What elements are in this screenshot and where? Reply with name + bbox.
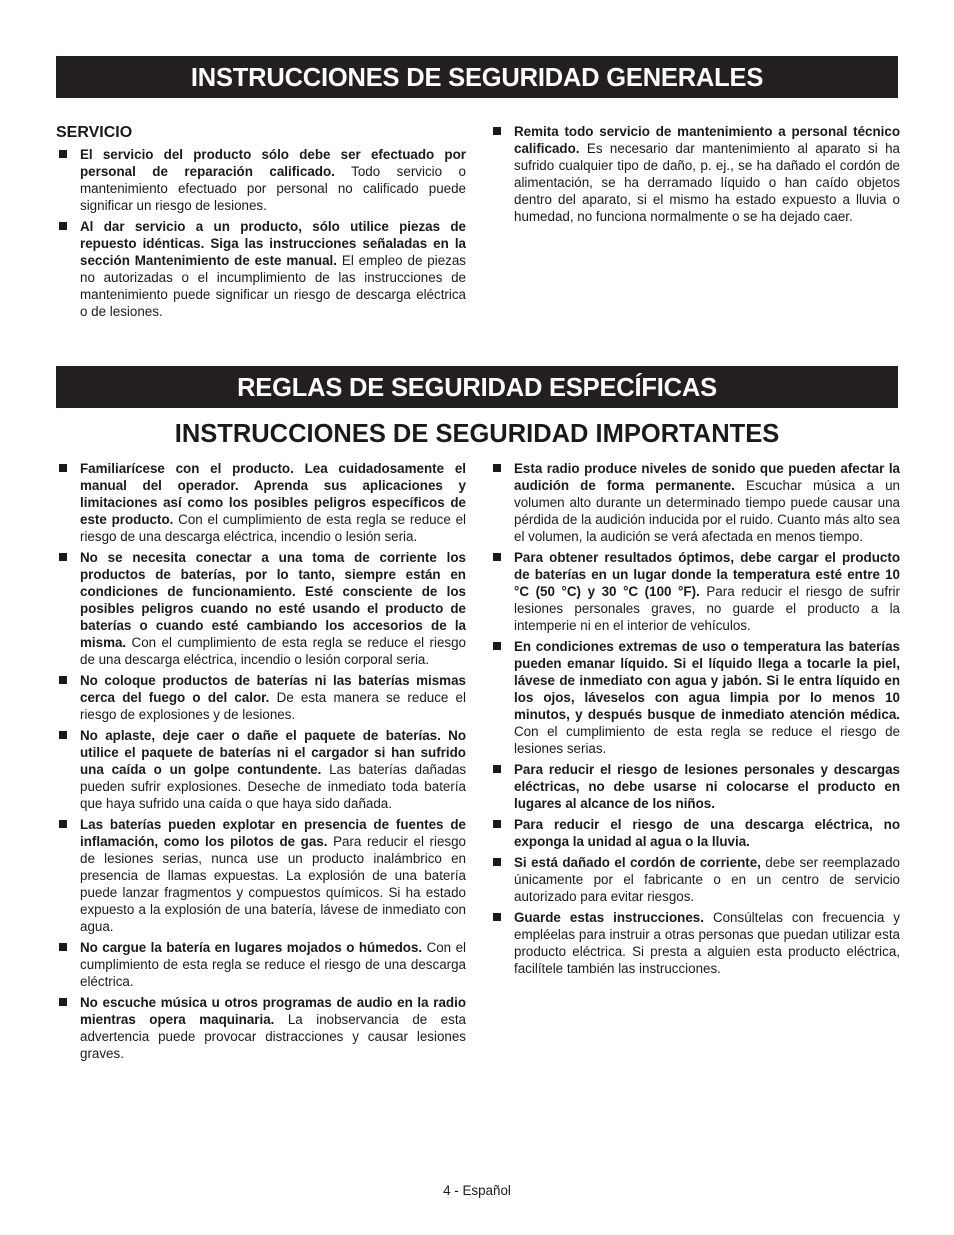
- general-safety-banner: INSTRUCCIONES DE SEGURIDAD GENERALES: [56, 56, 898, 98]
- square-bullet-icon: [493, 765, 501, 773]
- bullet-item: [490, 816, 900, 850]
- bullet-bold-text: Familiarícese con el producto. Lea cuidadosamente el manual del operador. Aprenda sus aplicaciones y limitaciones así como los posibles peligros específicos de este producto.: [80, 461, 466, 527]
- bullet-item: [490, 761, 900, 812]
- important-list-left: [56, 460, 466, 1062]
- servicio-right-column: [490, 123, 900, 229]
- bullet-item: [490, 549, 900, 634]
- bullet-body-text: De esta manera se reduce el riesgo de explosiones y de lesiones.: [80, 690, 466, 722]
- important-instructions-title: INSTRUCCIONES DE SEGURIDAD IMPORTANTES: [174, 420, 780, 448]
- bullet-body-text: Para reducir el riesgo de lesiones serias, nunca use un producto inalámbrico en presencia de llamas expuestas. La explosión de una batería puede lanzar fragmentos y compuestos químicos. Si ha estado expuesto a la explosión de una batería, lávese de inmediato con agua.: [80, 834, 466, 934]
- bullet-item: [56, 939, 466, 990]
- bullet-body-text: Es necesario dar mantenimiento al aparato si ha sufrido cualquier tipo de daño, p. ej., se ha dañado el cordón de alimentación, se ha derramado líquido o han caído objetos dentro del aparato, si el mismo ha estado expuesto a lluvia o humedad, no funciona normalmente o se ha dejado caer.: [514, 141, 900, 224]
- square-bullet-icon: [493, 127, 501, 135]
- square-bullet-icon: [493, 553, 501, 561]
- bullet-body-text: Con el cumplimiento de esta regla se reduce el riesgo de una descarga eléctrica.: [80, 940, 466, 989]
- square-bullet-icon: [59, 464, 67, 472]
- bullet-bold-text: Para obtener resultados óptimos, debe cargar el producto de baterías en un lugar donde la temperatura esté entre 10 °C (50 °C) y 30 °C (100 °F).: [514, 550, 900, 599]
- square-bullet-icon: [59, 998, 67, 1006]
- bullet-item: [56, 994, 466, 1062]
- square-bullet-icon: [59, 943, 67, 951]
- servicio-list-left: [56, 146, 466, 320]
- square-bullet-icon: [59, 222, 67, 230]
- bullet-item: [56, 727, 466, 812]
- bullet-item: [490, 123, 900, 225]
- bullet-item: [490, 460, 900, 545]
- important-list-right: [490, 460, 900, 977]
- bullet-body-text: Con el cumplimiento de esta regla se reduce el riesgo de lesiones serias.: [514, 724, 900, 756]
- bullet-bold-text: En condiciones extremas de uso o temperatura las baterías pueden emanar líquido. Si el líquido llega a tocarle la piel, lávese de inmediato con agua y jabón. Si le entra líquido en los ojos, láveselos con agua limpia por lo menos 10 minutos, y después busque de inmediato atención médica.: [514, 639, 900, 722]
- bullet-bold-text: No escuche música u otros programas de audio en la radio mientras opera maquinaria.: [80, 995, 466, 1027]
- bullet-bold-text: No se necesita conectar a una toma de corriente los productos de baterías, por lo tanto, siempre están en condiciones de funcionamiento. Esté consciente de los posibles peligros cuando no esté usando el producto de baterías o cuando esté cambiando los accesorios de la misma.: [80, 550, 466, 650]
- bullet-bold-text: No cargue la batería en lugares mojados o húmedos.: [80, 940, 423, 955]
- bullet-body-text: debe ser reemplazado únicamente por el fabricante o en un centro de servicio autorizado para evitar riesgos.: [514, 855, 900, 904]
- bullet-item: [490, 854, 900, 905]
- important-right-column: [490, 460, 900, 981]
- bullet-bold-text: Al dar servicio a un producto, sólo utilice piezas de repuesto idénticas. Siga las instrucciones señaladas en la sección Mantenimiento de este manual.: [80, 219, 466, 268]
- bullet-bold-text: No aplaste, deje caer o dañe el paquete de baterías. No utilice el paquete de baterías ni el cargador si han sufrido una caída o un golpe contundente.: [80, 728, 466, 777]
- bullet-body-text: Con el cumplimiento de esta regla se reduce el riesgo de una descarga eléctrica, incendio o lesión seria.: [80, 512, 466, 544]
- square-bullet-icon: [59, 553, 67, 561]
- bullet-bold-text: Si está dañado el cordón de corriente,: [514, 855, 761, 870]
- servicio-list-right: [490, 123, 900, 225]
- bullet-item: [56, 672, 466, 723]
- bullet-bold-text: El servicio del producto sólo debe ser efectuado por personal de reparación calificado.: [80, 147, 466, 179]
- square-bullet-icon: [59, 150, 67, 158]
- bullet-bold-text: Para reducir el riesgo de una descarga eléctrica, no exponga la unidad al agua o la lluvia.: [514, 817, 900, 849]
- square-bullet-icon: [59, 731, 67, 739]
- page-number-footer: 4 - Español: [443, 1183, 511, 1198]
- bullet-item: [56, 816, 466, 935]
- bullet-bold-text: Guarde estas instrucciones.: [514, 910, 704, 925]
- square-bullet-icon: [493, 858, 501, 866]
- bullet-item: [490, 909, 900, 977]
- square-bullet-icon: [59, 820, 67, 828]
- square-bullet-icon: [493, 464, 501, 472]
- bullet-item: [56, 460, 466, 545]
- bullet-item: [490, 638, 900, 757]
- servicio-heading: SERVICIO: [56, 124, 133, 141]
- important-left-column: [56, 460, 466, 1066]
- specific-rules-banner: REGLAS DE SEGURIDAD ESPECÍFICAS: [56, 366, 898, 408]
- bullet-body-text: Escuchar música a un volumen alto durante un determinado tiempo puede causar una pérdida de la audición inducida por el ruido. Cuanto más alto sea el volumen, la audición se verá afectada en menos tiempo.: [514, 478, 900, 544]
- bullet-body-text: Para reducir el riesgo de sufrir lesiones personales graves, no guarde el producto a la intemperie ni en el interior de vehículos.: [514, 584, 900, 633]
- square-bullet-icon: [59, 676, 67, 684]
- bullet-body-text: Las baterías dañadas pueden sufrir explosiones. Deseche de inmediato toda batería que haya sufrido una caída o que haya sido dañada.: [80, 762, 467, 811]
- bullet-bold-text: Esta radio produce niveles de sonido que pueden afectar la audición de forma permanente.: [514, 461, 900, 493]
- square-bullet-icon: [493, 820, 501, 828]
- bullet-item: [56, 549, 466, 668]
- servicio-left-column: [56, 123, 466, 324]
- square-bullet-icon: [493, 913, 501, 921]
- bullet-item: [56, 218, 466, 320]
- bullet-item: [56, 146, 466, 214]
- bullet-body-text: Con el cumplimiento de esta regla se reduce el riesgo de una descarga eléctrica, incendio o lesión corporal seria.: [80, 635, 466, 667]
- bullet-body-text: Consúltelas con frecuencia y empléelas para instruir a otras personas que puedan utilizar esta producto eléctrica. Si presta a alguien esta producto eléctrica, facilítele también las instrucciones.: [514, 910, 900, 976]
- square-bullet-icon: [493, 642, 501, 650]
- bullet-body-text: La inobservancia de esta advertencia puede provocar distracciones y causar lesiones graves.: [80, 1012, 466, 1061]
- bullet-bold-text: Remita todo servicio de mantenimiento a personal técnico calificado.: [514, 124, 900, 156]
- bullet-bold-text: Las baterías pueden explotar en presencia de fuentes de inflamación, como los pilotos de gas.: [80, 817, 466, 849]
- bullet-body-text: Todo servicio o mantenimiento efectuado por personal no calificado puede significar un riesgo de lesiones.: [80, 164, 467, 213]
- bullet-bold-text: Para reducir el riesgo de lesiones personales y descargas eléctricas, no debe usarse ni colocarse el producto en lugares al alcance de los niños.: [514, 762, 900, 811]
- bullet-bold-text: No coloque productos de baterías ni las baterías mismas cerca del fuego o del calor.: [80, 673, 466, 705]
- bullet-body-text: El empleo de piezas no autorizadas o el incumplimiento de las instrucciones de mantenimiento puede significar un riesgo de descarga eléctrica o de lesiones.: [80, 253, 467, 319]
